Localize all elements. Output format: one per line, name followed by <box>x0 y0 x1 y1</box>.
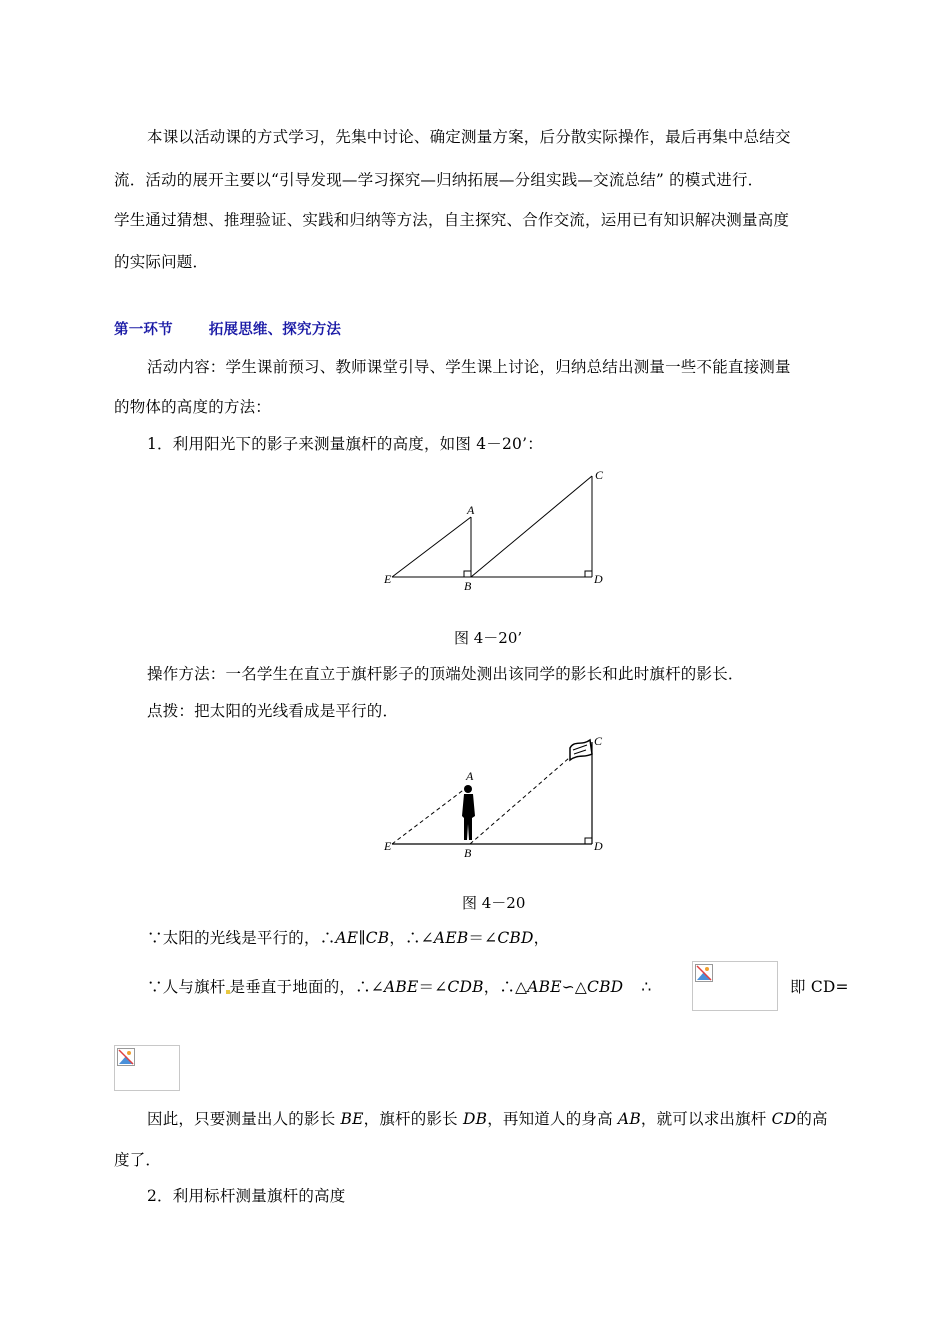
label-d: D <box>594 839 603 853</box>
label-a: A <box>466 769 474 783</box>
label-c: C <box>594 734 603 748</box>
method-item-2: 2．利用标杆测量旗杆的高度 <box>147 1187 346 1205</box>
flag-icon <box>570 740 592 760</box>
intro-line-1: 本课以活动课的方式学习，先集中讨论、确定测量方案，后分散实际操作，最后再集中总结交 <box>147 128 791 146</box>
section-heading <box>114 320 341 340</box>
section-heading-title: 拓展思维、探究方法 <box>208 322 342 338</box>
broken-image-icon <box>695 964 713 982</box>
hint-text: 点拨：把太阳的光线看成是平行的． <box>147 702 399 720</box>
figure-4-20-prime <box>380 462 620 597</box>
figure-caption-2: 图 4－20 <box>462 894 526 912</box>
intro-line-4: 的实际问题． <box>114 253 209 271</box>
figure-4-20 <box>380 728 620 863</box>
activity-content-line-2: 的物体的高度的方法： <box>114 398 272 416</box>
label-e: E <box>384 572 392 586</box>
activity-content-line-1: 活动内容：学生课前预习、教师课堂引导、学生课上讨论，归纳总结出测量一些不能直接测量 <box>147 358 791 376</box>
proof-line-2: ∵人与旗杆 是垂直于地面的，∴∠ABE＝∠CDB，∴△ABE∽△CBD ∴ <box>147 978 652 996</box>
label-c: C <box>595 468 604 482</box>
label-a: A <box>467 503 475 517</box>
figure-caption-1: 图 4－20’ <box>454 629 523 647</box>
formula-image-placeholder-2 <box>114 1045 180 1091</box>
label-d: D <box>594 572 603 586</box>
operation-method: 操作方法：一名学生在直立于旗杆影子的顶端处测出该同学的影长和此时旗杆的影长． <box>147 665 744 683</box>
formula-image-placeholder-1 <box>692 961 778 1011</box>
broken-image-icon <box>117 1048 135 1066</box>
proof-line-1: ∵太阳的光线是平行的，∴AE∥CB，∴∠AEB＝∠CBD， <box>147 929 550 947</box>
section-heading-label: 第一环节 <box>114 322 173 338</box>
person-silhouette-icon <box>462 785 475 840</box>
proof-line-2-tail: 即 CD= <box>790 978 849 996</box>
right-angle-icon <box>464 571 471 577</box>
right-angle-icon <box>585 838 592 844</box>
intro-line-3: 学生通过猜想、推理验证、实践和归纳等方法，自主探究、合作交流，运用已有知识解决测量高度 <box>114 211 790 229</box>
intro-line-2: 流．活动的展开主要以“引导发现—学习探究—归纳拓展—分组实践—交流总结” 的模式进行． <box>114 171 764 189</box>
label-b: B <box>464 846 472 860</box>
method-item-1: 1．利用阳光下的影子来测量旗杆的高度，如图 4－20’： <box>147 435 543 453</box>
label-e: E <box>384 839 392 853</box>
conclusion-line-2: 度了． <box>114 1151 162 1169</box>
label-b: B <box>464 579 472 593</box>
right-angle-icon <box>585 571 592 577</box>
conclusion-line-1: 因此，只要测量出人的影长 BE，旗杆的影长 DB，再知道人的身高 AB，就可以求出旗杆 CD的高 <box>147 1110 828 1128</box>
